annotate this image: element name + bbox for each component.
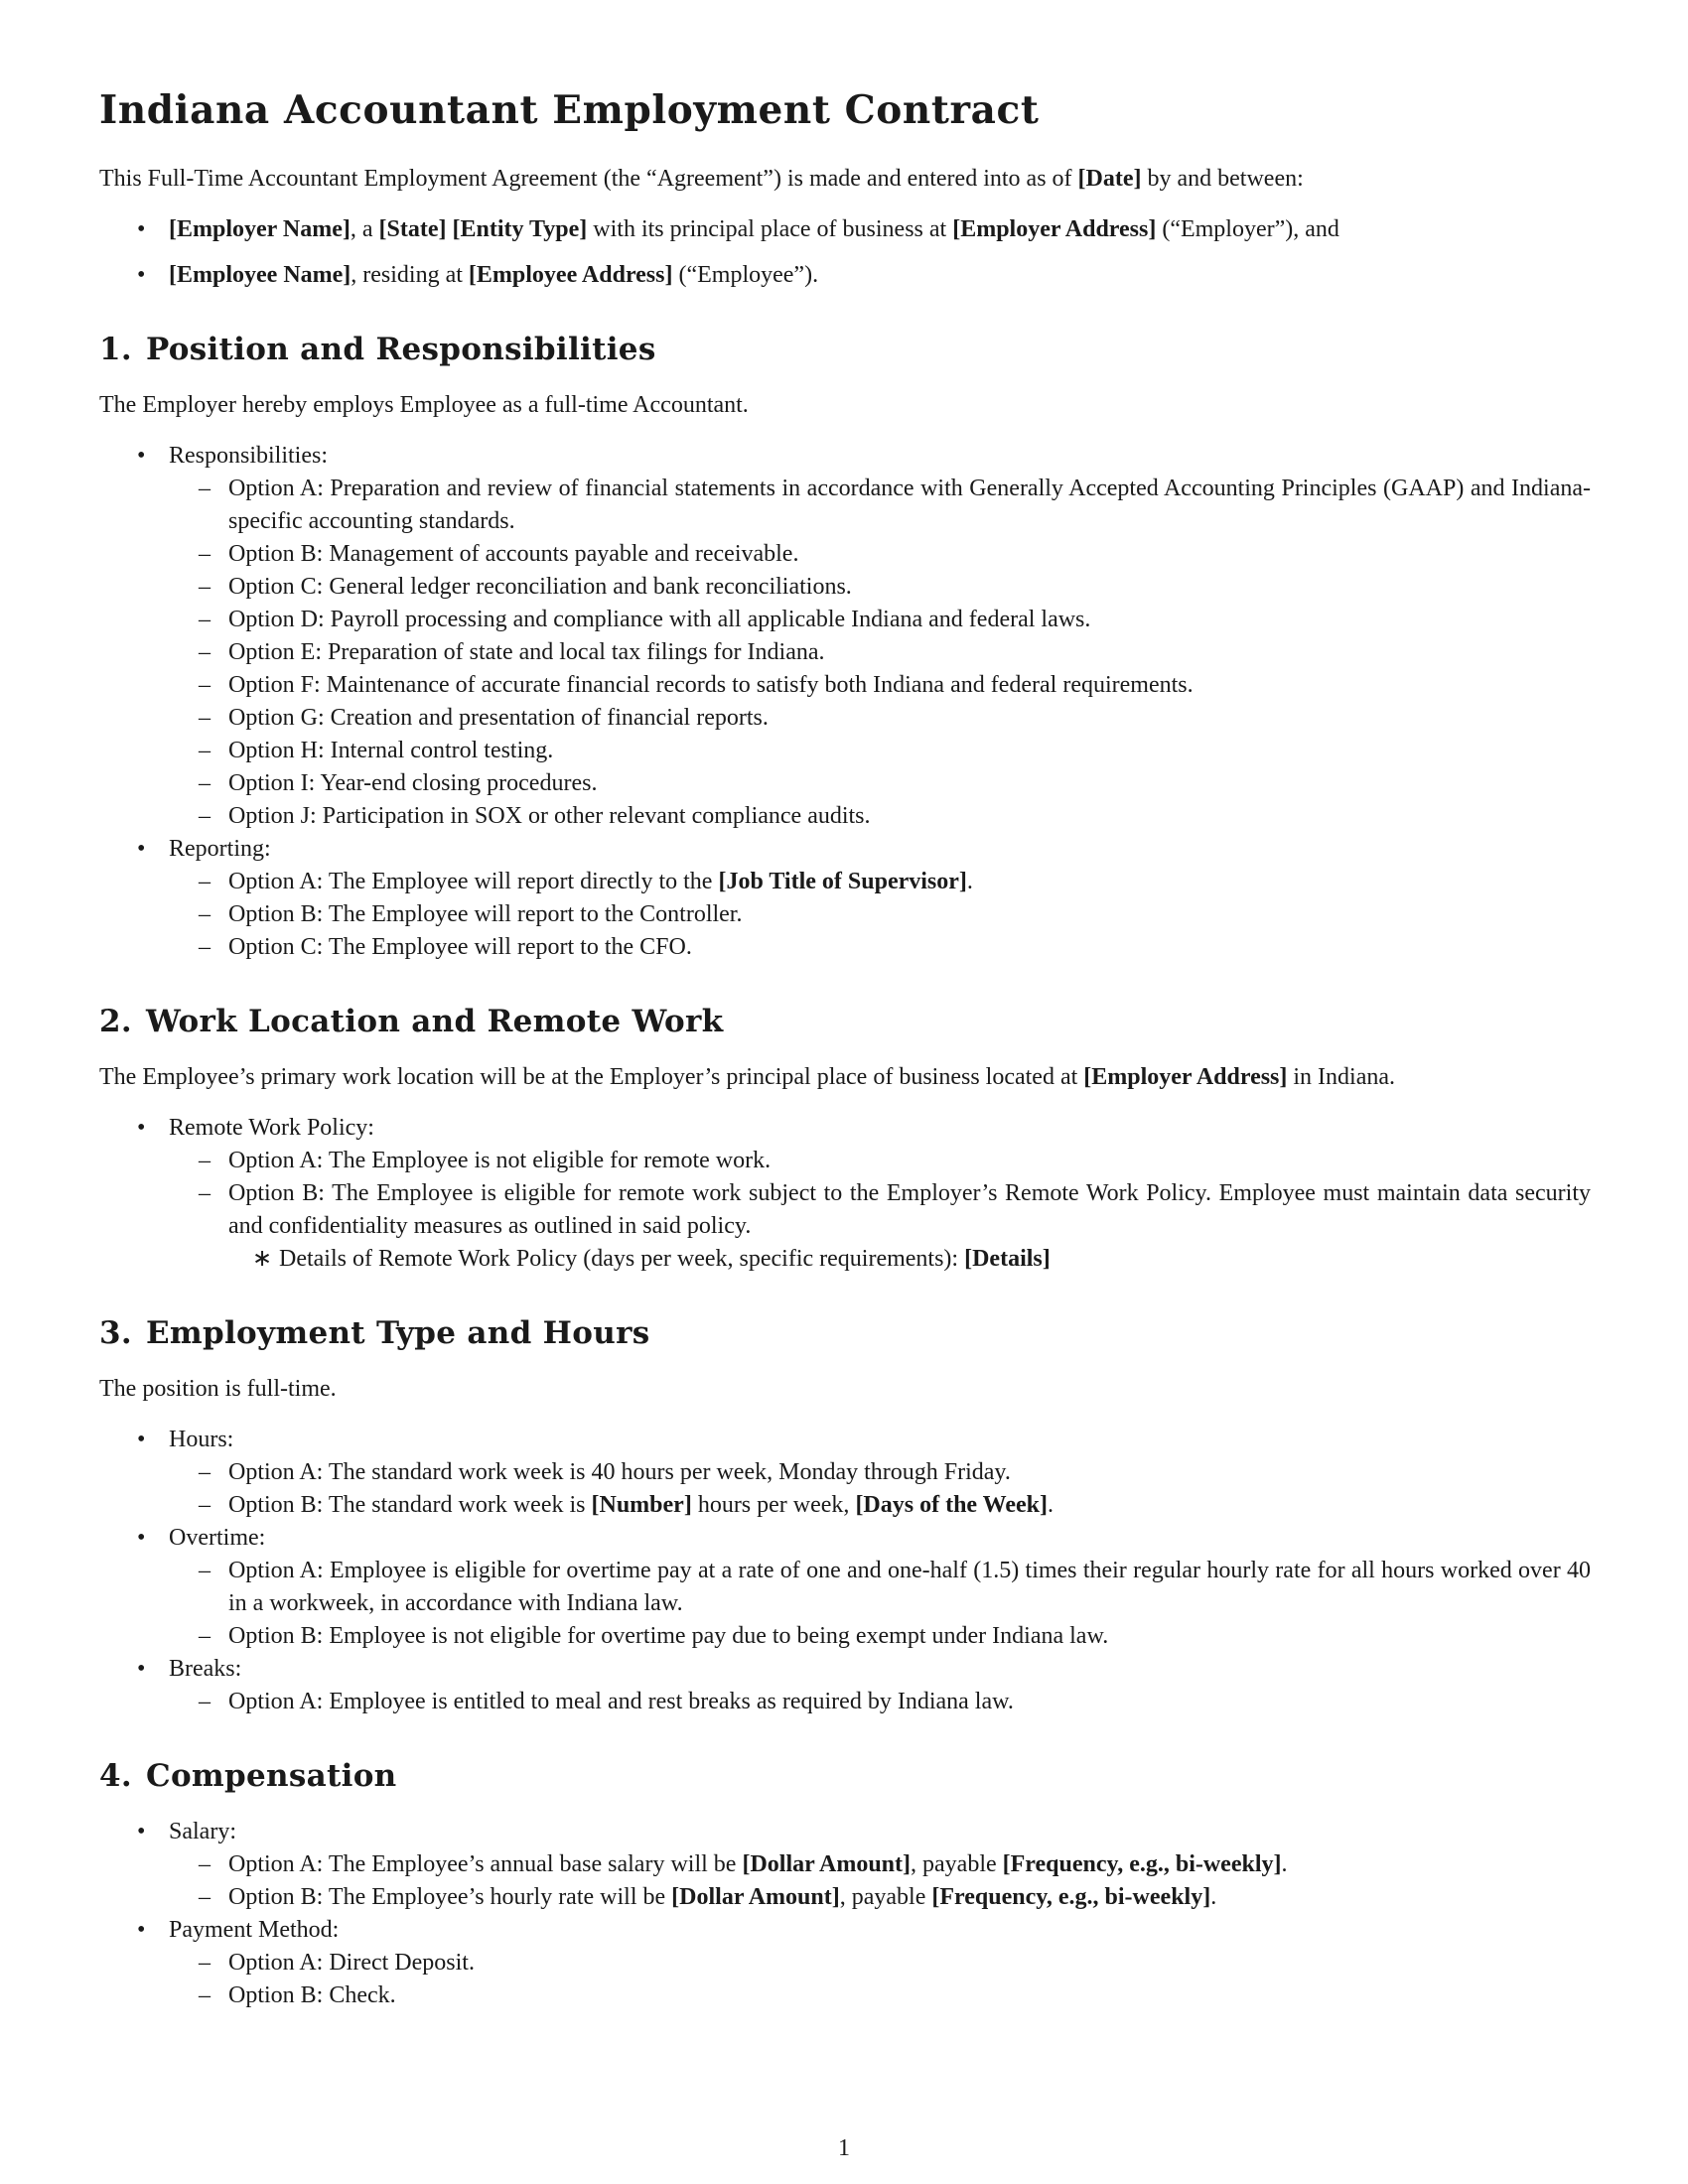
document-title: Indiana Accountant Employment Contract [99, 87, 1040, 133]
section-heading-4 [99, 1758, 1591, 1794]
list-item [169, 1489, 1591, 1522]
section-2-list [99, 1112, 1591, 1276]
section-heading-3 [99, 1315, 1591, 1351]
party-employer [99, 213, 1591, 246]
item-text: . [1047, 1492, 1054, 1518]
dollar-amount-field: [Dollar Amount] [671, 1884, 840, 1910]
section-3-text: The position is full-time. [99, 1376, 337, 1402]
list-item: – Option A: The Employee is not eligible for remote work. [169, 1145, 1591, 1177]
list-item: – Option J: Participation in SOX or other relevant compliance audits. [169, 800, 1591, 833]
item-text: Option B: The standard work week is [228, 1492, 592, 1518]
item-text: Option A: The Employee’s annual base salary will be [228, 1851, 743, 1877]
list-item: – Option A: The standard work week is 40 hours per week, Monday through Friday. [169, 1456, 1591, 1489]
section-title: Employment Type and Hours [145, 1315, 650, 1351]
list-item [99, 1424, 1591, 1522]
list-item [169, 866, 1591, 898]
entity-type-field: [Entity Type] [452, 216, 588, 242]
intro-text: by and between: [1141, 166, 1304, 192]
list-item: – Option B: Check. [169, 1979, 1591, 2012]
section-number: 2. [99, 1004, 132, 1039]
list-label: Reporting: [169, 836, 271, 862]
list-item: – Option B: Management of accounts payable and receivable. [169, 538, 1591, 571]
list-item [99, 1522, 1591, 1653]
item-text: . [1281, 1851, 1288, 1877]
section-title: Compensation [145, 1758, 397, 1794]
item-text: Option A: The Employee will report directly to the [228, 869, 719, 894]
party-text: (“Employee”). [672, 262, 819, 288]
intro-text: This Full-Time Accountant Employment Agreement (the “Agreement”) is made and entered into as of [99, 166, 1078, 192]
employee-address-field: [Employee Address] [468, 262, 673, 288]
list-item: – Option E: Preparation of state and local tax filings for Indiana. [169, 636, 1591, 669]
list-item [99, 1914, 1591, 2012]
date-field: [Date] [1077, 166, 1142, 192]
section-3-list [99, 1424, 1591, 1718]
item-text: in Indiana. [1287, 1064, 1396, 1090]
list-label: Responsibilities: [169, 443, 329, 469]
list-item: – Option H: Internal control testing. [169, 735, 1591, 767]
dollar-amount-field: [Dollar Amount] [742, 1851, 912, 1877]
reporting-list [169, 866, 1591, 964]
list-item: – Option A: Direct Deposit. [169, 1947, 1591, 1979]
list-label: Breaks: [169, 1656, 242, 1682]
remote-details-list [228, 1243, 1591, 1276]
payment-list [169, 1947, 1591, 2012]
details-field: [Details] [964, 1246, 1051, 1272]
party-text: , residing at [351, 262, 469, 288]
item-text: hours per week, [691, 1492, 856, 1518]
section-heading-1 [99, 332, 1591, 367]
list-item: – Option B: The Employee will report to the Controller. [169, 898, 1591, 931]
list-label: Hours: [169, 1427, 234, 1452]
section-1-list [99, 440, 1591, 964]
list-item: – Option B: Employee is not eligible for overtime pay due to being exempt under Indiana law. [169, 1620, 1591, 1653]
item-text: The Employee’s primary work location will be at the Employer’s principal place of business located at [99, 1064, 1084, 1090]
intro-paragraph [99, 163, 1591, 196]
frequency-field: [Frequency, e.g., bi-weekly] [931, 1884, 1211, 1910]
days-field: [Days of the Week] [855, 1492, 1048, 1518]
employer-address-field: [Employer Address] [952, 216, 1157, 242]
remote-options-list [169, 1145, 1591, 1276]
party-employee [99, 259, 1591, 292]
list-label: Payment Method: [169, 1917, 340, 1943]
list-label: Overtime: [169, 1525, 266, 1551]
item-text: Option B: The Employee is eligible for remote work subject to the Employer’s Remote Work Policy. Employee must maintain data security and confidentiality measures as outlined in said policy. [228, 1180, 1591, 1239]
state-field: [State] [378, 216, 447, 242]
list-label: Remote Work Policy: [169, 1115, 374, 1141]
item-text: Option B: The Employee’s hourly rate will be [228, 1884, 672, 1910]
list-item: – Option A: Preparation and review of financial statements in accordance with Generally Accepted Accounting Principles (GAAP) and Indiana-specific accounting standards. [169, 473, 1591, 538]
list-item [228, 1243, 1591, 1276]
list-item [169, 1881, 1591, 1914]
section-title: Position and Responsibilities [145, 332, 656, 367]
item-text: . [1210, 1884, 1217, 1910]
list-item [99, 440, 1591, 833]
list-item: – Option F: Maintenance of accurate financial records to satisfy both Indiana and federal requirements. [169, 669, 1591, 702]
party-text: with its principal place of business at [587, 216, 953, 242]
list-item: – Option A: Employee is entitled to meal and rest breaks as required by Indiana law. [169, 1686, 1591, 1718]
list-item: – Option A: Employee is eligible for overtime pay at a rate of one and one-half (1.5) times their regular hourly rate for all hours worked over 40 in a workweek, in accordance with Indiana law. [169, 1555, 1591, 1620]
section-1-text: The Employer hereby employs Employee as a full-time Accountant. [99, 392, 749, 418]
list-label: Salary: [169, 1819, 236, 1844]
party-text: , a [350, 216, 379, 242]
number-field: [Number] [591, 1492, 692, 1518]
list-item: – Option G: Creation and presentation of financial reports. [169, 702, 1591, 735]
list-item: – Option D: Payroll processing and compliance with all applicable Indiana and federal laws. [169, 604, 1591, 636]
section-title: Work Location and Remote Work [145, 1004, 724, 1039]
list-item: – Option C: General ledger reconciliation and bank reconciliations. [169, 571, 1591, 604]
list-item [99, 833, 1591, 964]
list-item: – Option C: The Employee will report to the CFO. [169, 931, 1591, 964]
breaks-list [169, 1686, 1591, 1718]
page-number: 1 [838, 2135, 850, 2161]
list-item [99, 1112, 1591, 1276]
employer-name-field: [Employer Name] [169, 216, 351, 242]
list-item [99, 1653, 1591, 1718]
hours-list [169, 1456, 1591, 1522]
overtime-list [169, 1555, 1591, 1653]
list-item [169, 1848, 1591, 1881]
document-page [99, 87, 1591, 2012]
section-number: 1. [99, 332, 132, 367]
list-item [169, 1177, 1591, 1276]
salary-list [169, 1848, 1591, 1914]
list-item: – Option I: Year-end closing procedures. [169, 767, 1591, 800]
section-number: 4. [99, 1758, 132, 1794]
responsibilities-list [169, 473, 1591, 833]
frequency-field: [Frequency, e.g., bi-weekly] [1002, 1851, 1282, 1877]
list-item [99, 1816, 1591, 1914]
party-text: (“Employer”), and [1156, 216, 1339, 242]
employee-name-field: [Employee Name] [169, 262, 352, 288]
section-number: 3. [99, 1315, 132, 1351]
item-text: . [966, 869, 973, 894]
section-2-text [99, 1061, 1591, 1094]
item-text: , payable [911, 1851, 1003, 1877]
item-text: Details of Remote Work Policy (days per week, specific requirements): [279, 1246, 965, 1272]
section-4-list [99, 1816, 1591, 2012]
employer-address-field: [Employer Address] [1083, 1064, 1288, 1090]
supervisor-title-field: [Job Title of Supervisor] [718, 869, 967, 894]
parties-list [99, 213, 1591, 292]
item-text: , payable [839, 1884, 932, 1910]
section-heading-2 [99, 1004, 1591, 1039]
